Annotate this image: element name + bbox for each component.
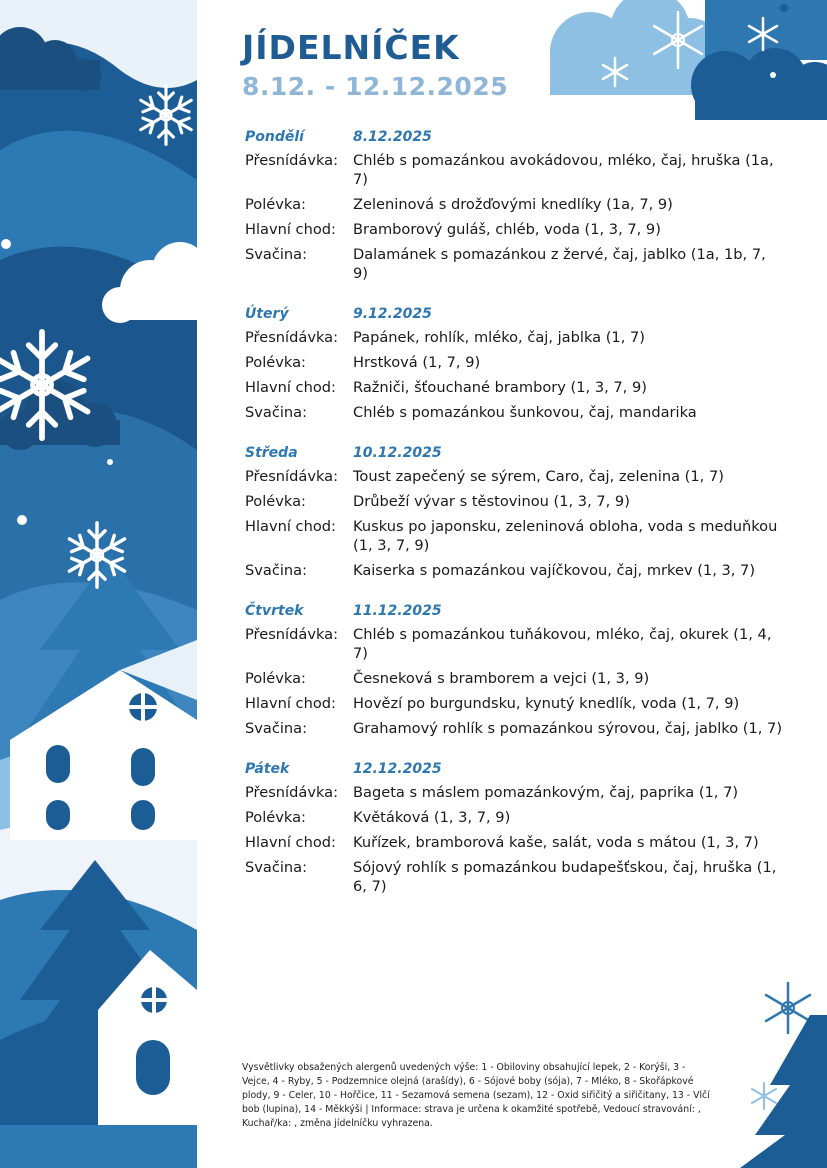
day-friday bbox=[245, 757, 805, 896]
meal-text: Dalamánek s pomazánkou z žervé, čaj, jablko (1a, 1b, 7, 9) bbox=[353, 246, 766, 282]
meal-label: Přesnídávka: bbox=[245, 784, 339, 801]
meal-label: Svačina: bbox=[245, 404, 308, 421]
meal-row-snack-afternoon bbox=[245, 561, 805, 580]
meal-text: Papánek, rohlík, mléko, čaj, jablka (1, 7) bbox=[353, 329, 645, 346]
clouds-illustration-top-right bbox=[530, 0, 827, 120]
day-name: Pondělí bbox=[245, 129, 304, 145]
weekly-menu bbox=[245, 125, 805, 915]
meal-text: Sójový rohlík s pomazánkou budapešťskou, čaj, hruška (1, 6, 7) bbox=[353, 859, 777, 895]
meal-row-snack-morning bbox=[245, 783, 805, 802]
meal-text: Drůbeží vývar s těstovinou (1, 3, 7, 9) bbox=[353, 493, 630, 510]
day-date: 8.12.2025 bbox=[353, 129, 432, 145]
day-header bbox=[245, 599, 805, 619]
meal-label: Svačina: bbox=[245, 720, 308, 737]
meal-row-snack-afternoon bbox=[245, 719, 805, 738]
meal-label: Přesnídávka: bbox=[245, 468, 339, 485]
menu-title: JÍDELNÍČEK bbox=[242, 28, 460, 67]
meal-row-snack-afternoon bbox=[245, 245, 805, 283]
day-date: 11.12.2025 bbox=[353, 603, 442, 619]
meal-label: Hlavní chod: bbox=[245, 518, 336, 535]
day-name: Středa bbox=[245, 445, 298, 461]
meal-row-main bbox=[245, 694, 805, 713]
meal-row-soup bbox=[245, 195, 805, 214]
meal-label: Přesnídávka: bbox=[245, 626, 339, 643]
meal-row-soup bbox=[245, 353, 805, 372]
meal-text: Kuskus po japonsku, zeleninová obloha, voda s meduňkou (1, 3, 7, 9) bbox=[353, 518, 778, 554]
day-header bbox=[245, 302, 805, 322]
meal-label: Přesnídávka: bbox=[245, 152, 339, 169]
tree-illustration-bottom-right bbox=[740, 975, 827, 1168]
meal-row-snack-morning bbox=[245, 467, 805, 486]
day-header bbox=[245, 757, 805, 777]
meal-label: Hlavní chod: bbox=[245, 834, 336, 851]
meal-row-snack-morning bbox=[245, 151, 805, 189]
winter-illustration-left bbox=[0, 0, 197, 1168]
meal-row-soup bbox=[245, 492, 805, 511]
day-tuesday bbox=[245, 302, 805, 422]
meal-text: Kaiserka s pomazánkou vajíčkovou, čaj, mrkev (1, 3, 7) bbox=[353, 562, 756, 579]
day-date: 12.12.2025 bbox=[353, 761, 442, 777]
meal-row-main bbox=[245, 220, 805, 239]
allergen-footnote: Vysvětlivky obsažených alergenů uvedených výše: 1 - Obiloviny obsahující lepek, 2 - Korýši, 3 - Vejce, 4 - Ryby, 5 - Podzemnice olejná (arašídy), 6 - Sójové boby (sója), 7 - Mléko, 8 - Skořápkové plody, 9 - Celer, 10 - Hořčice, 11 - Sezamová semena (sezam), 12 - Oxid siřičitý a siřičitany, 13 - Vlčí bob (lupina), 14 - Měkkýši | Informace: strava je určena k okamžité spotřebě, Vedoucí stravování: , Kuchař/ka: , změna jídelníčku vyhrazena. bbox=[242, 1062, 710, 1130]
meal-label: Přesnídávka: bbox=[245, 329, 339, 346]
meal-text: Chléb s pomazánkou tuňákovou, mléko, čaj, okurek (1, 4, 7) bbox=[353, 626, 772, 662]
day-thursday bbox=[245, 599, 805, 738]
meal-text: Kuřízek, bramborová kaše, salát, voda s mátou (1, 3, 7) bbox=[353, 834, 759, 851]
meal-row-soup bbox=[245, 808, 805, 827]
meal-row-snack-morning bbox=[245, 328, 805, 347]
meal-row-snack-afternoon bbox=[245, 403, 805, 422]
meal-row-main bbox=[245, 378, 805, 397]
meal-text: Chléb s pomazánkou avokádovou, mléko, čaj, hruška (1a, 7) bbox=[353, 152, 774, 188]
meal-label: Polévka: bbox=[245, 196, 306, 213]
meal-label: Polévka: bbox=[245, 670, 306, 687]
meal-label: Svačina: bbox=[245, 859, 308, 876]
meal-text: Hovězí po burgundsku, kynutý knedlík, voda (1, 7, 9) bbox=[353, 695, 740, 712]
meal-label: Svačina: bbox=[245, 562, 308, 579]
meal-text: Toust zapečený se sýrem, Caro, čaj, zelenina (1, 7) bbox=[353, 468, 724, 485]
meal-text: Květáková (1, 3, 7, 9) bbox=[353, 809, 511, 826]
meal-text: Bageta s máslem pomazánkovým, čaj, paprika (1, 7) bbox=[353, 784, 739, 801]
meal-label: Hlavní chod: bbox=[245, 695, 336, 712]
day-header bbox=[245, 441, 805, 461]
meal-label: Svačina: bbox=[245, 246, 308, 263]
meal-text: Česneková s bramborem a vejci (1, 3, 9) bbox=[353, 670, 650, 687]
day-date: 9.12.2025 bbox=[353, 306, 432, 322]
meal-text: Hrstková (1, 7, 9) bbox=[353, 354, 481, 371]
meal-text: Chléb s pomazánkou šunkovou, čaj, mandarika bbox=[353, 404, 697, 421]
day-date: 10.12.2025 bbox=[353, 445, 442, 461]
meal-text: Zeleninová s drožďovými knedlíky (1a, 7, 9) bbox=[353, 196, 673, 213]
meal-row-snack-afternoon bbox=[245, 858, 805, 896]
meal-row-snack-morning bbox=[245, 625, 805, 663]
meal-label: Hlavní chod: bbox=[245, 379, 336, 396]
day-name: Čtvrtek bbox=[245, 603, 304, 619]
meal-label: Polévka: bbox=[245, 809, 306, 826]
meal-row-main bbox=[245, 833, 805, 852]
week-date-range: 8.12. - 12.12.2025 bbox=[242, 72, 509, 101]
meal-label: Polévka: bbox=[245, 354, 306, 371]
meal-text: Grahamový rohlík s pomazánkou sýrovou, čaj, jablko (1, 7) bbox=[353, 720, 783, 737]
meal-row-soup bbox=[245, 669, 805, 688]
day-header bbox=[245, 125, 805, 145]
meal-text: Bramborový guláš, chléb, voda (1, 3, 7, 9) bbox=[353, 221, 661, 238]
day-wednesday bbox=[245, 441, 805, 580]
meal-row-main bbox=[245, 517, 805, 555]
meal-label: Polévka: bbox=[245, 493, 306, 510]
day-name: Úterý bbox=[245, 306, 289, 322]
meal-text: Ražniči, šťouchané brambory (1, 3, 7, 9) bbox=[353, 379, 647, 396]
meal-label: Hlavní chod: bbox=[245, 221, 336, 238]
day-name: Pátek bbox=[245, 761, 290, 777]
day-monday bbox=[245, 125, 805, 283]
